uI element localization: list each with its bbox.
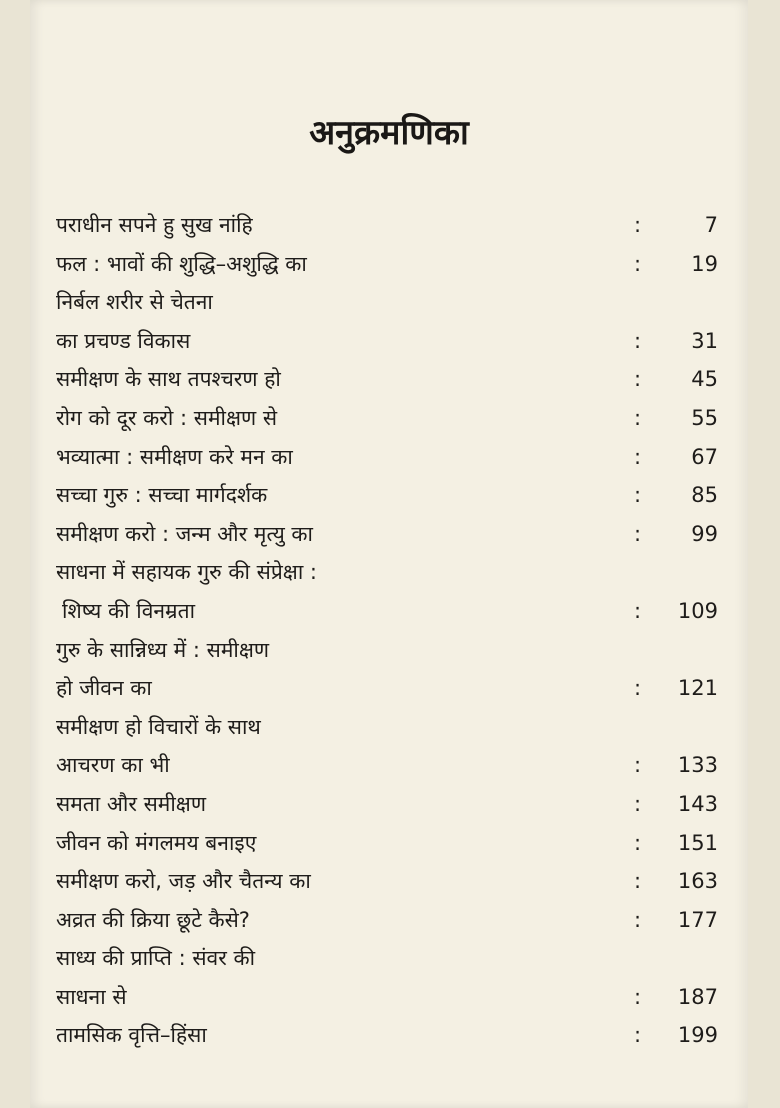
entry-page-number: 99 [691,521,718,546]
entry-title: साधना में सहायक गुरु की संप्रेक्षा : [56,560,318,585]
entry-separator: : [634,483,642,508]
entry-title: हो जीवन का [56,676,152,701]
toc-entry [56,631,720,670]
entry-title: का प्रचण्ड विकास [56,328,191,353]
entry-title: समीक्षण करो, जड़ और चैतन्य का [56,869,311,894]
toc-entry [56,1016,720,1055]
entry-separator: : [634,753,642,778]
entry-title: सच्चा गुरु : सच्चा मार्गदर्शक [56,483,268,508]
table-of-contents [56,206,720,1055]
toc-entry [56,746,720,785]
entry-separator: : [634,328,642,353]
entry-title: तामसिक वृत्ति–हिंसा [56,1023,207,1048]
entry-page-number: 7 [704,213,718,237]
entry-separator: : [634,405,642,430]
toc-entry [56,360,720,399]
book-page [30,0,748,1108]
entry-title: शिष्य की विनम्रता [62,598,196,623]
entry-separator: : [634,869,642,894]
toc-entry [56,438,720,477]
entry-page-number: 19 [691,251,718,276]
toc-entry [56,824,720,863]
entry-page-number: 187 [677,984,718,1009]
entry-page-number: 177 [677,907,718,932]
entry-title: समीक्षण के साथ तपश्चरण हो [56,367,281,392]
entry-title: साधना से [56,984,127,1009]
entry-page-number: 151 [677,830,718,855]
entry-title: फल : भावों की शुद्धि–अशुद्धि का [56,251,307,276]
entry-title: रोग को दूर करो : समीक्षण से [56,405,278,430]
toc-entry [56,669,720,708]
entry-title: अव्रत की क्रिया छूटे कैसे? [56,907,250,932]
entry-page-number: 67 [691,444,718,469]
entry-separator: : [634,598,642,623]
entry-title: जीवन को मंगलमय बनाइए [56,830,257,855]
entry-page-number: 31 [691,328,718,353]
entry-separator: : [634,367,642,392]
entry-page-number: 199 [677,1023,718,1048]
toc-entry [56,708,720,747]
entry-separator: : [634,830,642,855]
toc-entry [56,592,720,631]
entry-title: साध्य की प्राप्ति : संवर की [56,946,256,971]
entry-separator: : [634,521,642,546]
toc-entry [56,283,720,322]
entry-page-number: 55 [691,405,718,430]
toc-entry [56,206,720,245]
entry-page-number: 45 [691,367,718,392]
toc-entry [56,978,720,1017]
toc-entry [56,939,720,978]
toc-entry [56,476,720,515]
entry-title: गुरु के सान्निध्य में : समीक्षण [56,637,270,662]
entry-title: आचरण का भी [56,753,170,778]
toc-entry [56,245,720,284]
entry-page-number: 85 [691,483,718,508]
entry-page-number: 143 [677,791,718,816]
entry-separator: : [634,444,642,469]
toc-entry [56,862,720,901]
entry-separator: : [634,251,642,276]
entry-separator: : [634,213,642,237]
entry-separator: : [634,676,642,701]
entry-page-number: 163 [677,869,718,894]
toc-entry [56,901,720,940]
entry-separator: : [634,984,642,1009]
page-title: अनुक्रमणिका [309,113,469,153]
entry-separator: : [634,1023,642,1048]
entry-page-number: 133 [677,753,718,778]
toc-entry [56,515,720,554]
entry-page-number: 121 [677,676,718,701]
entry-title: समीक्षण करो : जन्म और मृत्यु का [56,521,314,546]
toc-entry [56,785,720,824]
entry-page-number: 109 [677,598,718,623]
entry-separator: : [634,791,642,816]
entry-title: समीक्षण हो विचारों के साथ [56,714,261,739]
toc-entry [56,553,720,592]
toc-entry [56,322,720,361]
entry-separator: : [634,907,642,932]
entry-title: पराधीन सपने हु सुख नांहि [56,213,253,237]
entry-title: निर्बल शरीर से चेतना [56,290,213,315]
entry-title: भव्यात्मा : समीक्षण करे मन का [56,444,293,469]
toc-entry [56,399,720,438]
entry-title: समता और समीक्षण [56,791,207,816]
